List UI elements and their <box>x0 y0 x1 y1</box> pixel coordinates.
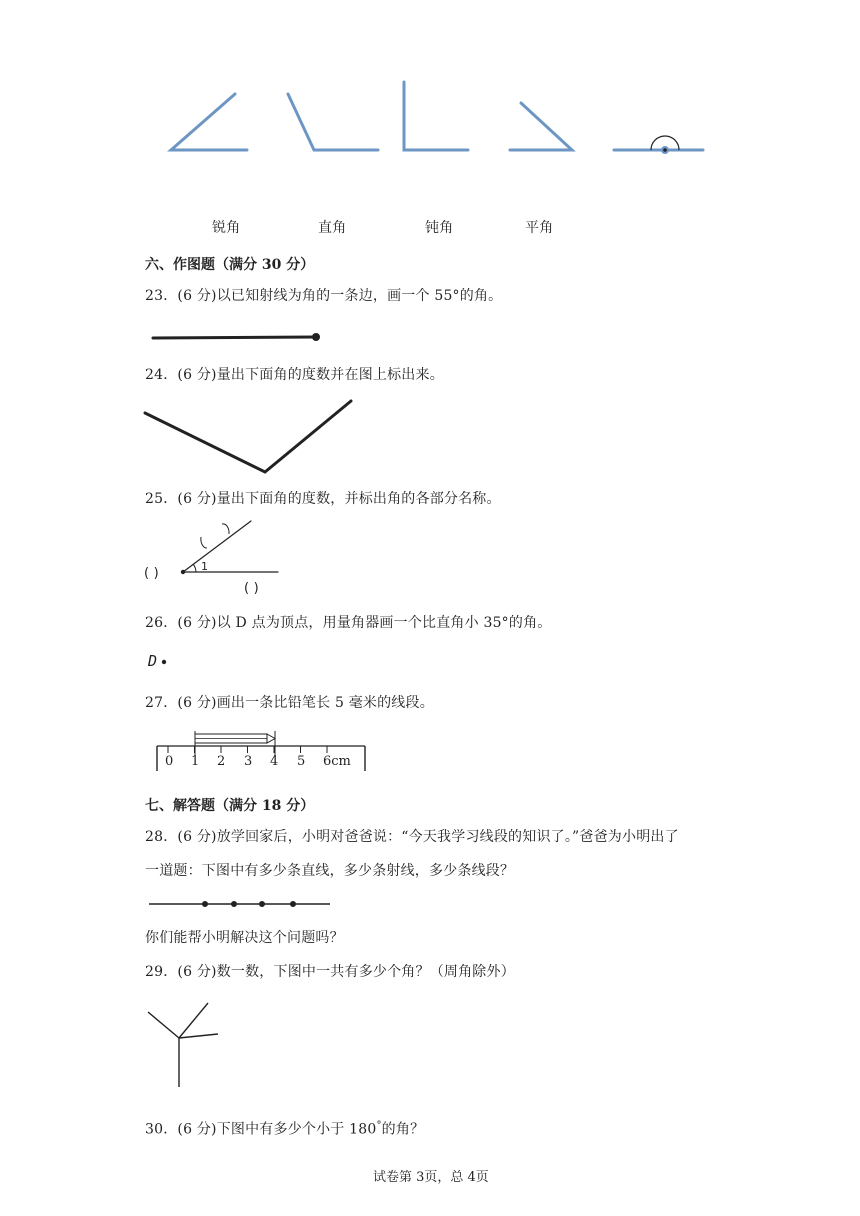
question-23: 23．(6 分)以已知射线为角的一条边，画一个 55°的角。 <box>145 288 503 304</box>
question-30 <box>145 1117 424 1139</box>
question-27: 27．(6 分)画出一条比铅笔长 5 毫米的线段。 <box>145 695 434 711</box>
angle-label-obtuse: 钝角 <box>425 220 454 236</box>
question-26: 26．(6 分)以 D 点为顶点，用量角器画一个比直角小 35°的角。 <box>145 615 552 631</box>
question-28-line-3: 你们能帮小明解决这个问题吗？ <box>145 930 344 946</box>
question-30-text-end: 的角？ <box>381 1121 425 1138</box>
question-28-line-2: 一道题：下图中有多少条直线，多少条射线，多少条线段？ <box>145 863 515 879</box>
page-footer: 试卷第 3页，总 4页 <box>373 1170 489 1185</box>
question-30-text: 30．(6 分)下图中有多少个小于 180 <box>145 1121 377 1138</box>
question-24: 24．(6 分)量出下面角的度数并在图上标出来。 <box>145 367 444 383</box>
ruler-tick-label-3: 3 <box>244 754 253 769</box>
ruler-tick-label-1: 1 <box>191 754 200 769</box>
ruler-tick-label-4: 4 <box>270 754 279 769</box>
section-6-title: 六、作图题（满分 30 分） <box>145 257 315 273</box>
degree-symbol: ° <box>376 1120 382 1131</box>
angle-label-acute: 锐角 <box>212 220 241 236</box>
section-7-title: 七、解答题（满分 18 分） <box>145 798 315 814</box>
q26-point-label: D <box>148 652 158 670</box>
angle-label-straight: 平角 <box>525 220 554 236</box>
question-25: 25．(6 分)量出下面角的度数，并标出角的各部分名称。 <box>145 491 501 507</box>
angle-label-right: 直角 <box>318 220 347 236</box>
ruler-tick-label-6: 6cm <box>323 754 351 769</box>
ruler-tick-label-0: 0 <box>165 754 174 769</box>
q25-angle-mark: 1 <box>201 560 208 573</box>
q25-vertex-blank: ( ) <box>144 566 159 581</box>
q25-side-blank: ( ) <box>244 581 259 596</box>
question-28-line-1: 28．(6 分)放学回家后，小明对爸爸说：“今天我学习线段的知识了。”爸爸为小明出了 <box>145 829 679 845</box>
ruler-tick-label-2: 2 <box>217 754 226 769</box>
question-29: 29．(6 分)数一数，下图中一共有多少个角？（周角除外） <box>145 964 515 980</box>
ruler-tick-label-5: 5 <box>297 754 306 769</box>
